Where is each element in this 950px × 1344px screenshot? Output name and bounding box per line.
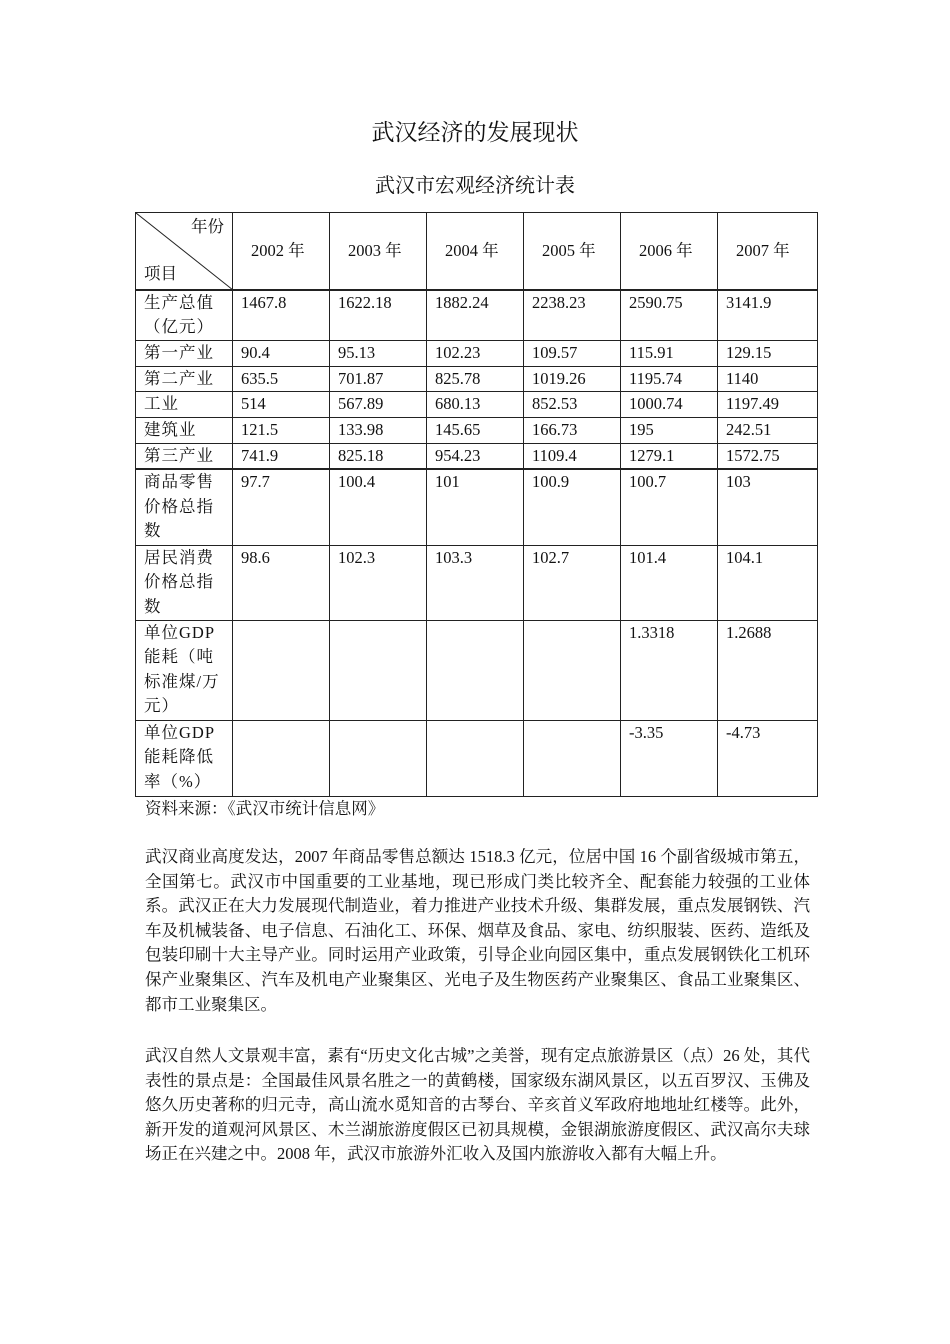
- table-cell: 101: [427, 469, 524, 545]
- table-cell: 100.7: [621, 469, 718, 545]
- table-cell: 102.3: [330, 545, 427, 620]
- table-cell: 1467.8: [233, 290, 330, 341]
- table-cell: 102.7: [524, 545, 621, 620]
- table-cell: 1882.24: [427, 290, 524, 341]
- table-cell: [233, 620, 330, 720]
- row-label: 第三产业: [136, 443, 233, 469]
- row-label: 第二产业: [136, 366, 233, 392]
- table-cell: 97.7: [233, 469, 330, 545]
- table-cell: 2238.23: [524, 290, 621, 341]
- paragraph-tourism: 武汉自然人文景观丰富，素有“历史文化古城”之美誉，现有定点旅游景区（点）26 处，其代表性的景点是：全国最佳风景名胜之一的黄鹤楼，国家级东湖风景区，以五百罗汉、玉佛及悠久历史著称的归元寺，高山流水觅知音的古琴台、辛亥首义军政府地地址红楼等。此外，新开发的道观河风景区、木兰湖旅游度假区已初具规模，金银湖旅游度假区、武汉高尔夫球场正在兴建之中。2008 年，武汉市旅游外汇收入及国内旅游收入都有大幅上升。: [145, 1046, 810, 1164]
- table-cell: 1195.74: [621, 366, 718, 392]
- corner-item-label: 项目: [144, 264, 177, 283]
- table-row: [136, 720, 818, 796]
- table-title: 武汉市宏观经济统计表: [375, 173, 575, 197]
- row-label: 工业: [136, 392, 233, 418]
- table-cell: [330, 620, 427, 720]
- table-cell: 103.3: [427, 545, 524, 620]
- table-cell: 101.4: [621, 545, 718, 620]
- corner-cell: [136, 213, 233, 290]
- table-cell: 825.78: [427, 366, 524, 392]
- data-source-note: 资料来源：《武汉市统计信息网》: [145, 799, 385, 818]
- table-row: [136, 443, 818, 469]
- table-cell: 1279.1: [621, 443, 718, 469]
- table-cell: 109.57: [524, 341, 621, 367]
- table-cell: 1140: [718, 366, 818, 392]
- table-cell: 98.6: [233, 545, 330, 620]
- year-header: 2004 年: [427, 213, 524, 290]
- table-cell: 741.9: [233, 443, 330, 469]
- stats-table: [135, 212, 818, 797]
- year-header: 2005 年: [524, 213, 621, 290]
- table-cell: 1197.49: [718, 392, 818, 418]
- row-label: 单位GDP能耗降低率（%）: [136, 720, 233, 796]
- table-cell: 90.4: [233, 341, 330, 367]
- table-row: [136, 545, 818, 620]
- table-cell: 133.98: [330, 418, 427, 444]
- table-cell: 1.3318: [621, 620, 718, 720]
- row-label: 建筑业: [136, 418, 233, 444]
- year-header: 2007 年: [718, 213, 818, 290]
- table-cell: 1109.4: [524, 443, 621, 469]
- table-cell: -3.35: [621, 720, 718, 796]
- table-cell: 100.4: [330, 469, 427, 545]
- table-cell: 145.65: [427, 418, 524, 444]
- row-label: 单位GDP能耗（吨标准煤/万元）: [136, 620, 233, 720]
- table-cell: 115.91: [621, 341, 718, 367]
- table-row: [136, 418, 818, 444]
- table-cell: 100.9: [524, 469, 621, 545]
- table-cell: 103: [718, 469, 818, 545]
- row-label: 第一产业: [136, 341, 233, 367]
- table-row: [136, 290, 818, 341]
- table-cell: 567.89: [330, 392, 427, 418]
- table-cell: 2590.75: [621, 290, 718, 341]
- table-cell: 954.23: [427, 443, 524, 469]
- table-cell: [233, 720, 330, 796]
- table-cell: 166.73: [524, 418, 621, 444]
- table-cell: [427, 620, 524, 720]
- table-cell: 514: [233, 392, 330, 418]
- table-cell: -4.73: [718, 720, 818, 796]
- table-cell: 95.13: [330, 341, 427, 367]
- paragraph-commerce: 武汉商业高度发达，2007 年商品零售总额达 1518.3 亿元，位居中国 16 个副省级城市第五，全国第七。武汉市中国重要的工业基地，现已形成门类比较齐全、配套能力较强的工业体系。武汉正在大力发展现代制造业，着力推进产业技术升级、集群发展，重点发展钢铁、汽车及机械装备、电子信息、石油化工、环保、烟草及食品、家电、纺织服装、医药、造纸及包装印刷十大主导产业。同时运用产业政策，引导企业向园区集中，重点发展钢铁化工机环保产业聚集区、汽车及机电产业聚集区、光电子及生物医药产业聚集区、食品工业聚集区、都市工业聚集区。: [145, 847, 810, 1014]
- table-cell: 635.5: [233, 366, 330, 392]
- row-label: 居民消费价格总指数: [136, 545, 233, 620]
- table-cell: 242.51: [718, 418, 818, 444]
- table-cell: 825.18: [330, 443, 427, 469]
- table-cell: [427, 720, 524, 796]
- table-cell: 852.53: [524, 392, 621, 418]
- table-row: [136, 341, 818, 367]
- table-cell: [524, 720, 621, 796]
- year-header: 2006 年: [621, 213, 718, 290]
- table-row: [136, 366, 818, 392]
- table-cell: 102.23: [427, 341, 524, 367]
- table-header-row: [136, 213, 818, 290]
- table-row: [136, 392, 818, 418]
- table-cell: 680.13: [427, 392, 524, 418]
- table-cell: [330, 720, 427, 796]
- year-header: 2003 年: [330, 213, 427, 290]
- table-row: [136, 469, 818, 545]
- corner-year-label: 年份: [191, 217, 224, 236]
- table-cell: 1.2688: [718, 620, 818, 720]
- table-cell: 701.87: [330, 366, 427, 392]
- table-cell: 1000.74: [621, 392, 718, 418]
- row-label: 商品零售价格总指数: [136, 469, 233, 545]
- year-header: 2002 年: [233, 213, 330, 290]
- table-cell: 1019.26: [524, 366, 621, 392]
- table-cell: 3141.9: [718, 290, 818, 341]
- table-cell: 129.15: [718, 341, 818, 367]
- table-cell: [524, 620, 621, 720]
- table-cell: 104.1: [718, 545, 818, 620]
- table-cell: 1572.75: [718, 443, 818, 469]
- row-label: 生产总值（亿元）: [136, 290, 233, 341]
- table-row: [136, 620, 818, 720]
- table-cell: 195: [621, 418, 718, 444]
- page-title: 武汉经济的发展现状: [371, 120, 579, 146]
- table-cell: 121.5: [233, 418, 330, 444]
- table-cell: 1622.18: [330, 290, 427, 341]
